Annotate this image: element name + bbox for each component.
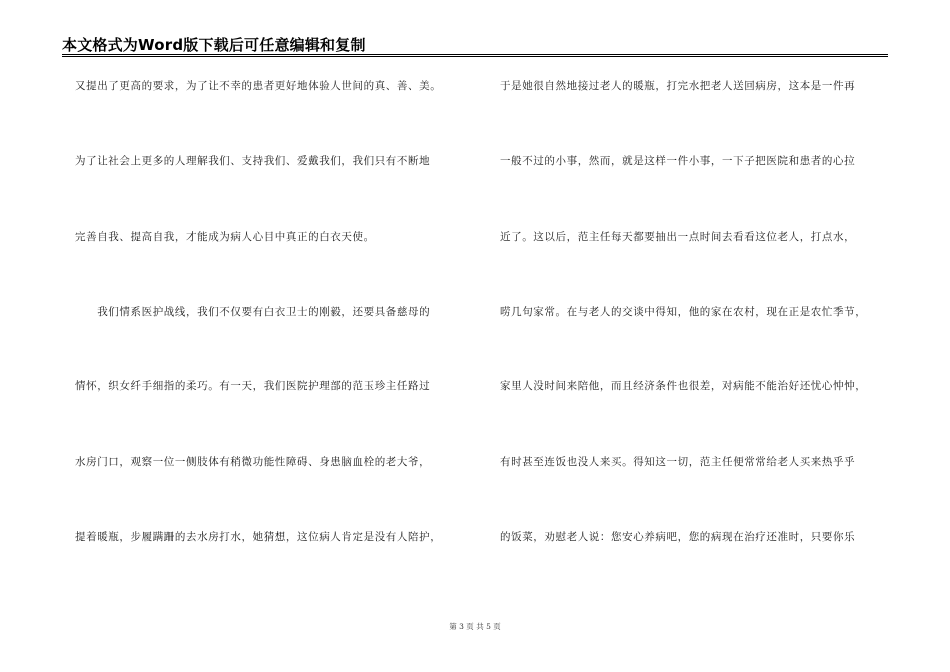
text-line: 情怀，织女纤手细指的柔巧。有一天，我们医院护理部的范玉珍主任路过 [75, 380, 431, 392]
text-line: 于是她很自然地接过老人的暖瓶，打完水把老人送回病房，这本是一件再 [500, 80, 856, 92]
text-line: 水房门口，观察一位一侧肢体有稍微功能性障碍、身患脑血栓的老大爷， [75, 456, 431, 468]
text-line: 唠几句家常。在与老人的交谈中得知，他的家在农村，现在正是农忙季节， [500, 306, 867, 318]
text-line: 一般不过的小事，然而，就是这样一件小事，一下子把医院和患者的心拉 [500, 155, 856, 167]
text-line: 的饭菜，劝慰老人说：您安心养病吧，您的病现在治疗还准时，只要你乐 [500, 531, 856, 543]
text-line: 近了。这以后，范主任每天都要抽出一点时间去看看这位老人，打点水， [500, 231, 856, 243]
header-rule-secondary [62, 56, 888, 57]
text-line: 我们情系医护战线，我们不仅要有白衣卫士的刚毅，还要具备慈母的 [75, 306, 431, 318]
text-line: 家里人没时间来陪他，而且经济条件也很差，对病能不能治好还忧心忡忡， [500, 380, 867, 392]
page-number: 第 3 页 共 5 页 [449, 622, 501, 631]
text-line: 有时甚至连饭也没人来买。得知这一切，范主任便常常给老人买来热乎乎 [500, 456, 856, 468]
header-rule [62, 54, 888, 55]
text-line: 完善自我、提高自我，才能成为病人心目中真正的白衣天使。 [75, 231, 375, 243]
text-line: 提着暖瓶，步履蹒跚的去水房打水，她猜想，这位病人肯定是没有人陪护， [75, 531, 442, 543]
document-header-title: 本文格式为Word版下载后可任意编辑和复制 [62, 36, 366, 54]
text-line: 又提出了更高的要求，为了让不幸的患者更好地体验人世间的真、善、美。 [75, 80, 442, 92]
text-line: 为了让社会上更多的人理解我们、支持我们、爱戴我们，我们只有不断地 [75, 155, 431, 167]
